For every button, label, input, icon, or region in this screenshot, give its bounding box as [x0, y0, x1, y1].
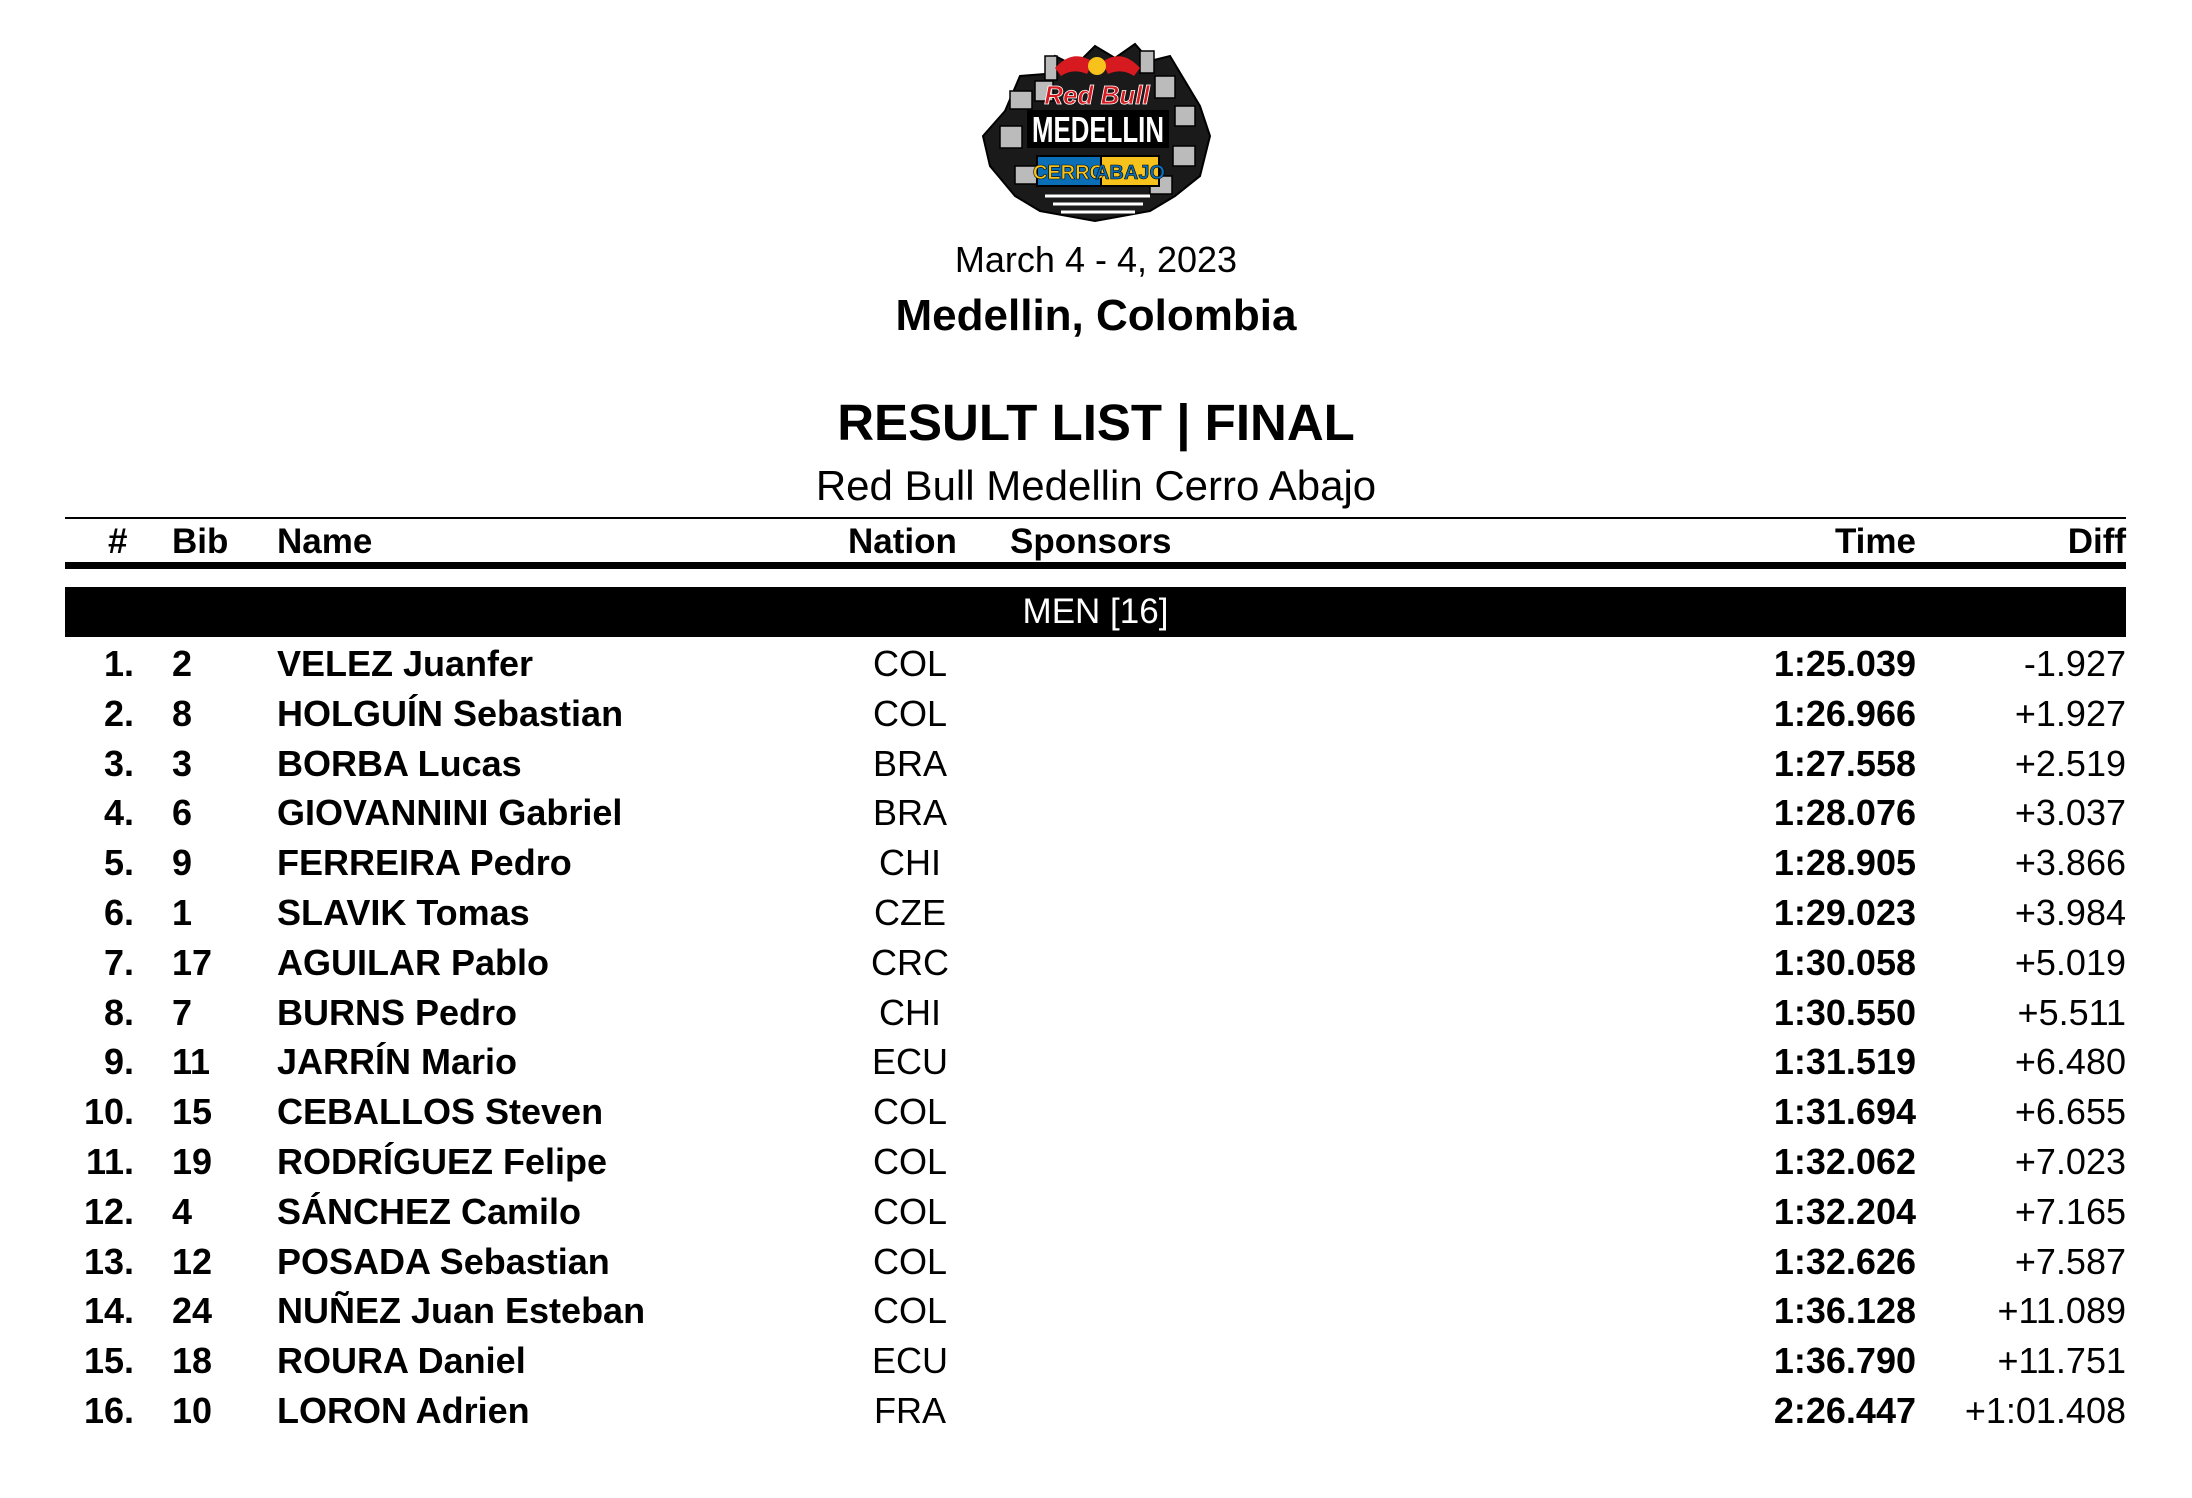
time-cell: 1:31.519: [1773, 1041, 1916, 1083]
rank-cell: 12.: [83, 1190, 134, 1232]
time-cell: 1:26.966: [1773, 692, 1916, 734]
table-row: [0, 740, 2192, 790]
table-row: [0, 1287, 2192, 1337]
column-header-bib: Bib: [172, 522, 229, 561]
name-cell: CEBALLOS Steven: [277, 1091, 604, 1133]
time-cell: 1:32.062: [1773, 1140, 1916, 1182]
category-bar: MEN [16]: [65, 587, 2126, 637]
table-row: [0, 939, 2192, 989]
time-cell: 1:30.058: [1773, 941, 1916, 983]
diff-cell: +3.037: [2014, 792, 2126, 834]
bib-cell: 15: [172, 1091, 213, 1133]
diff-cell: +6.480: [2014, 1041, 2126, 1083]
column-header-sponsors: Sponsors: [1010, 522, 1172, 561]
diff-cell: +7.023: [2014, 1140, 2126, 1182]
column-header-time: Time: [1834, 522, 1916, 561]
time-cell: 1:36.790: [1773, 1340, 1916, 1382]
rank-cell: 1.: [103, 643, 134, 684]
nation-cell: COL: [872, 1240, 948, 1282]
nation-cell: BRA: [872, 742, 948, 784]
rank-cell: 14.: [83, 1290, 134, 1332]
name-cell: HOLGUÍN Sebastian: [277, 692, 624, 734]
table-row: [0, 640, 2192, 690]
rank-cell: 2.: [103, 692, 134, 734]
nation-cell: CZE: [874, 891, 946, 933]
time-cell: 1:28.905: [1773, 842, 1916, 884]
table-row: [0, 1238, 2192, 1288]
event-location: Medellin, Colombia: [895, 291, 1297, 340]
name-cell: SÁNCHEZ Camilo: [277, 1190, 582, 1232]
page-title: RESULT LIST | FINAL: [837, 394, 1355, 451]
diff-cell: +2.519: [2014, 742, 2126, 784]
column-header-rank: #: [108, 522, 128, 561]
bib-cell: 6: [172, 792, 193, 834]
bib-cell: 9: [172, 842, 193, 884]
event-name: Red Bull Medellin Cerro Abajo: [815, 462, 1377, 509]
nation-cell: CHI: [879, 842, 941, 884]
table-row: [0, 1088, 2192, 1138]
table-row: [0, 1337, 2192, 1387]
bib-cell: 3: [172, 742, 193, 784]
rank-cell: 5.: [103, 842, 134, 884]
bib-cell: 2: [172, 643, 193, 684]
event-logo: [975, 36, 1220, 232]
diff-cell: +3.984: [2014, 891, 2126, 933]
nation-cell: ECU: [871, 1340, 948, 1382]
nation-cell: COL: [872, 1190, 948, 1232]
diff-cell: +11.751: [1997, 1340, 2126, 1382]
results-table: [0, 640, 2192, 1437]
time-cell: 1:30.550: [1773, 991, 1916, 1033]
rank-cell: 7.: [103, 941, 134, 983]
bib-cell: 4: [172, 1190, 193, 1232]
name-cell: AGUILAR Pablo: [277, 941, 550, 983]
rank-cell: 4.: [103, 792, 134, 834]
table-row: [0, 1387, 2192, 1437]
bib-cell: 8: [172, 692, 193, 734]
table-row: [0, 690, 2192, 740]
nation-cell: COL: [872, 692, 948, 734]
table-row: [0, 839, 2192, 889]
name-cell: GIOVANNINI Gabriel: [277, 792, 623, 834]
nation-cell: COL: [872, 643, 948, 684]
name-cell: VELEZ Juanfer: [277, 643, 534, 684]
time-cell: 1:25.039: [1773, 643, 1916, 684]
nation-cell: ECU: [871, 1041, 948, 1083]
bib-cell: 12: [172, 1240, 213, 1282]
diff-cell: +3.866: [2014, 842, 2126, 884]
nation-cell: COL: [872, 1091, 948, 1133]
rank-cell: 10.: [83, 1091, 134, 1133]
time-cell: 1:27.558: [1773, 742, 1916, 784]
table-row: [0, 989, 2192, 1039]
table-top-rule: [65, 517, 2126, 519]
column-header-name: Name: [277, 522, 373, 561]
rank-cell: 9.: [103, 1041, 134, 1083]
name-cell: JARRÍN Mario: [277, 1041, 518, 1083]
name-cell: BORBA Lucas: [277, 742, 522, 784]
name-cell: SLAVIK Tomas: [277, 891, 530, 933]
rank-cell: 15.: [83, 1340, 134, 1382]
name-cell: RODRÍGUEZ Felipe: [277, 1140, 608, 1182]
logo-event-text: MEDELLIN: [1032, 109, 1164, 150]
rank-cell: 6.: [103, 891, 134, 933]
time-cell: 1:36.128: [1773, 1290, 1916, 1332]
table-row: [0, 1188, 2192, 1238]
bib-cell: 11: [172, 1041, 211, 1083]
table-row: [0, 1038, 2192, 1088]
nation-cell: CRC: [871, 941, 949, 983]
nation-cell: FRA: [874, 1389, 946, 1431]
logo-brand-text: Red Bull: [1044, 80, 1150, 110]
logo-sub-left-text: CERRO: [1032, 162, 1106, 184]
name-cell: ROURA Daniel: [277, 1340, 526, 1382]
nation-cell: CHI: [879, 991, 941, 1033]
rank-cell: 16.: [83, 1389, 134, 1431]
bib-cell: 19: [172, 1140, 213, 1182]
name-cell: BURNS Pedro: [277, 991, 518, 1033]
time-cell: 1:32.204: [1773, 1190, 1916, 1232]
table-header-rule: [65, 562, 2126, 569]
nation-cell: BRA: [872, 792, 948, 834]
name-cell: POSADA Sebastian: [277, 1240, 610, 1282]
nation-cell: COL: [872, 1140, 948, 1182]
name-cell: NUÑEZ Juan Esteban: [277, 1290, 646, 1332]
diff-cell: +5.511: [2017, 991, 2126, 1033]
diff-cell: +7.587: [2014, 1240, 2126, 1282]
table-row: [0, 789, 2192, 839]
diff-cell: +11.089: [1997, 1290, 2126, 1332]
rank-cell: 11.: [85, 1140, 134, 1182]
diff-cell: +7.165: [2014, 1190, 2126, 1232]
name-cell: LORON Adrien: [277, 1389, 530, 1431]
rank-cell: 8.: [103, 991, 134, 1033]
logo-sub-right-text: ABAJO: [1094, 162, 1166, 184]
bib-cell: 10: [172, 1389, 213, 1431]
bib-cell: 24: [172, 1290, 213, 1332]
column-header-nation: Nation: [848, 522, 957, 561]
bib-cell: 18: [172, 1340, 213, 1382]
diff-cell: +5.019: [2014, 941, 2126, 983]
bib-cell: 1: [172, 891, 193, 933]
diff-cell: +1:01.408: [1964, 1389, 2126, 1431]
time-cell: 1:32.626: [1773, 1240, 1916, 1282]
rank-cell: 13.: [83, 1240, 134, 1282]
time-cell: 1:31.694: [1773, 1091, 1916, 1133]
table-row: [0, 889, 2192, 939]
diff-cell: +1.927: [2014, 692, 2126, 734]
diff-cell: -1.927: [2023, 643, 2126, 684]
time-cell: 1:29.023: [1773, 891, 1916, 933]
event-date: March 4 - 4, 2023: [954, 239, 1238, 280]
column-header-diff: Diff: [2067, 522, 2126, 561]
bib-cell: 17: [172, 941, 213, 983]
time-cell: 1:28.076: [1773, 792, 1916, 834]
time-cell: 2:26.447: [1773, 1389, 1916, 1431]
name-cell: FERREIRA Pedro: [277, 842, 572, 884]
table-row: [0, 1138, 2192, 1188]
diff-cell: +6.655: [2014, 1091, 2126, 1133]
nation-cell: COL: [872, 1290, 948, 1332]
rank-cell: 3.: [103, 742, 134, 784]
bib-cell: 7: [172, 991, 193, 1033]
